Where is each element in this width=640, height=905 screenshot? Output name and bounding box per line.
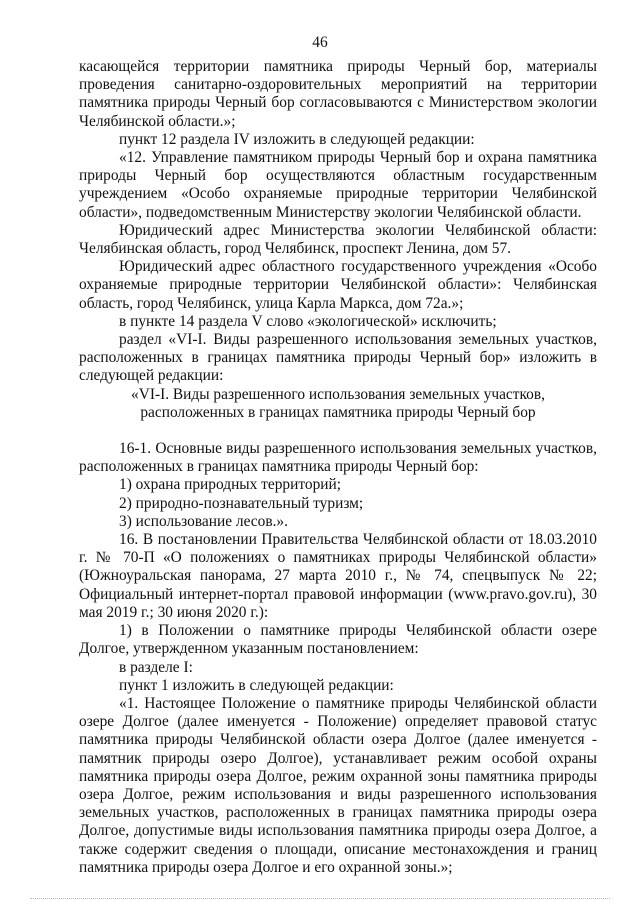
page-number: 46	[312, 34, 328, 51]
list-item: 2) природно-познавательный туризм;	[119, 494, 364, 512]
paragraph: «12. Управление памятником природы Черный бор и охрана памятника природы Черный бор осуществляются областным государственным учреждением «Особо охраняемые природные территории Челябинской области», подведомственным Министерству экологии Челябинской области.	[79, 149, 597, 221]
footer-divider	[30, 898, 610, 899]
document-body	[79, 58, 597, 877]
section-heading: «VI-I. Виды разрешенного использования земельных участков, расположенных в границах памятника природы Черный бор	[131, 385, 545, 421]
paragraph: касающейся территории памятника природы Черный бор, материалы проведения санитарно-оздоровительных мероприятий на территории памятника природы Черный бор согласовываются с Министерством экологии Челябинской области.»;	[79, 58, 597, 130]
paragraph: «1. Настоящее Положение о памятнике природы Челябинской области озере Долгое (далее именуется - Положение) определяет правовой статус памятника природы Челябинской области озера Долгое (далее именуется - памятник природы озеро Долгое), устанавливает режим особой охраны памятника природы озера Долгое, режим охранной зоны памятника природы озера Долгое, режим использования и виды разрешенного использования земельных участков, расположенных в границах памятника природы озера Долгое, допустимые виды использования памятника природы озера Долгое, а также содержит сведения о площади, описание местонахождения и границ памятника природы озера Долгое и его охранной зоны.»;	[79, 694, 597, 876]
list-item: 3) использование лесов.».	[119, 512, 288, 530]
list-item: 1) охрана природных территорий;	[119, 476, 342, 494]
paragraph: 16. В постановлении Правительства Челябинской области от 18.03.2010 г. № 70-П «О положениях о памятниках природы Челябинской области» (Южноуральская панорама, 27 марта 2010 г., № 74, спецвыпуск № 22; Официальный интернет-портал правовой информации (www.pravo.gov.ru), 30 мая 2019 г.; 30 июня 2020 г.):	[79, 531, 597, 621]
paragraph: пункт 12 раздела IV изложить в следующей редакции:	[119, 130, 475, 148]
paragraph: Юридический адрес областного государственного учреждения «Особо охраняемые природные территории Челябинской области»: Челябинская область, город Челябинск, улица Карла Маркса, дом 72а.»;	[79, 258, 597, 312]
paragraph: раздел «VI-I. Виды разрешенного использования земельных участков, расположенных в границах памятника природы Черный бор» изложить в следующей редакции:	[79, 331, 597, 385]
paragraph: в пункте 14 раздела V слово «экологической» исключить;	[119, 312, 497, 330]
paragraph: пункт 1 изложить в следующей редакции:	[119, 676, 394, 694]
paragraph: 16-1. Основные виды разрешенного использования земельных участков, расположенных в границах памятника природы Черный бор:	[79, 440, 597, 476]
paragraph: в разделе I:	[119, 658, 193, 676]
paragraph: 1) в Положении о памятнике природы Челябинской области озере Долгое, утвержденном указанным постановлением:	[79, 622, 597, 658]
paragraph: Юридический адрес Министерства экологии Челябинской области: Челябинская область, город Челябинск, проспект Ленина, дом 57.	[79, 221, 597, 258]
